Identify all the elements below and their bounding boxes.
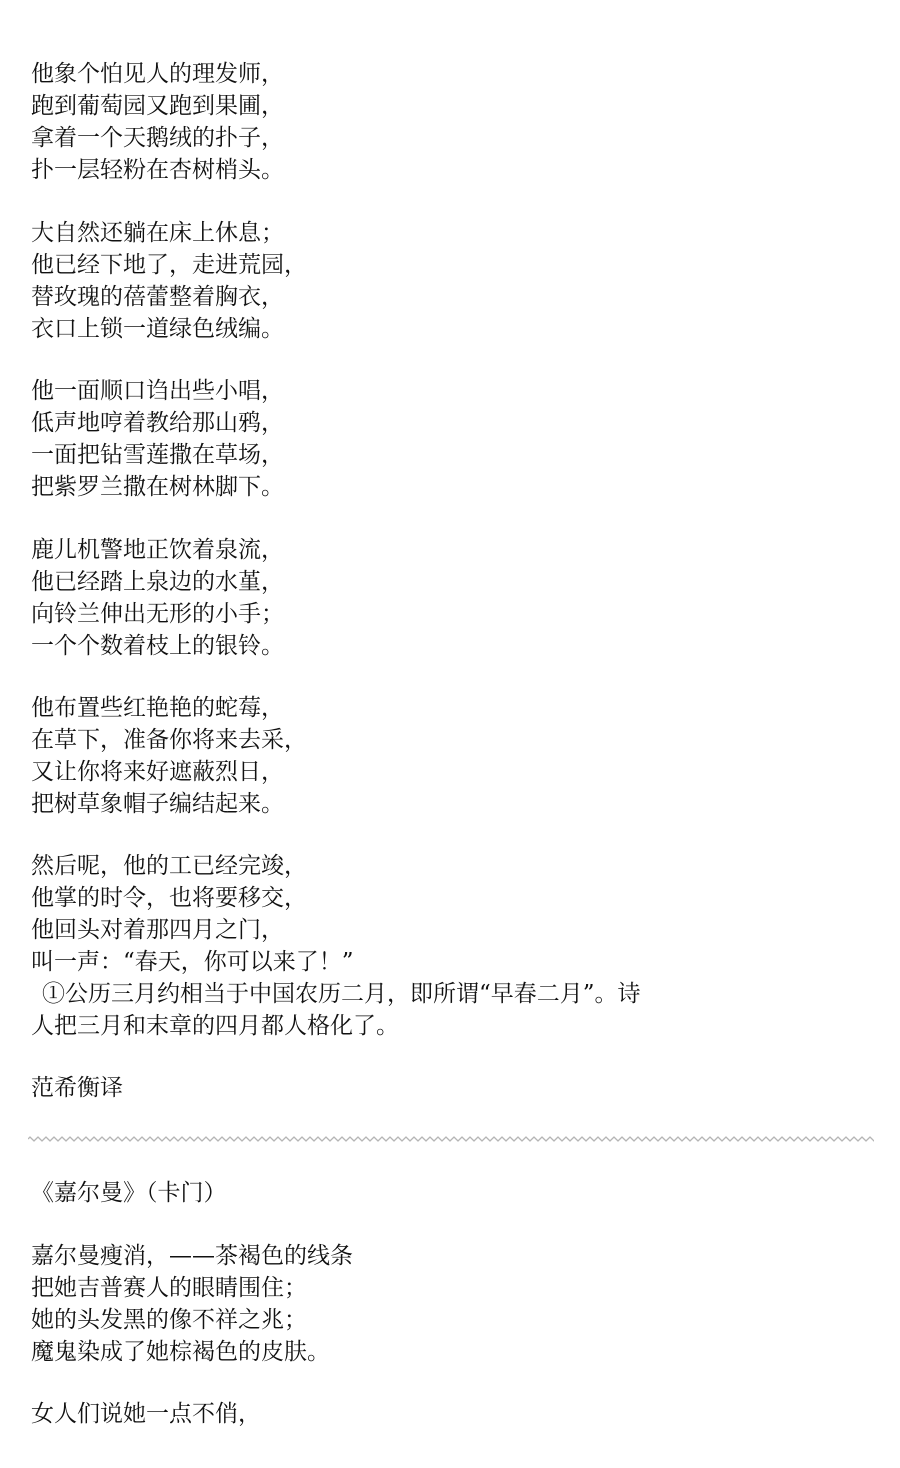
poem-line: 把紫罗兰撒在树林脚下。: [31, 474, 284, 500]
poem-line: 嘉尔曼瘦消，——茶褐色的线条: [31, 1243, 353, 1269]
poem-line: 叫一声：“春天，你可以来了！”: [31, 949, 354, 975]
poem-line: 他布置些红艳艳的蛇莓，: [31, 695, 284, 721]
poem-line: 拿着一个天鹅绒的扑子，: [31, 125, 284, 151]
poem-line: 他一面顺口诌出些小唱，: [31, 378, 284, 404]
section-divider: [28, 1136, 874, 1142]
poem-line: 他掌的时令，也将要移交，: [31, 885, 307, 911]
poem-line: 他已经下地了，走进荒园，: [31, 252, 307, 278]
poem-line: 魔鬼染成了她棕褐色的皮肤。: [31, 1339, 330, 1365]
poem-line: 大自然还躺在床上休息；: [31, 220, 284, 246]
poem-line: 衣口上锁一道绿色绒编。: [31, 316, 284, 342]
poem-line: 然后呢，他的工已经完竣，: [31, 853, 307, 879]
poem-line: 把树草象帽子编结起来。: [31, 791, 284, 817]
poem-line: 扑一层轻粉在杏树梢头。: [31, 157, 284, 183]
poem-line: 一面把钻雪莲撒在草场，: [31, 442, 284, 468]
poem-title: 《嘉尔曼》（卡门）: [31, 1180, 227, 1206]
poem-line: 替玫瑰的蓓蕾整着胸衣，: [31, 284, 284, 310]
poem-line: 他已经踏上泉边的水堇，: [31, 569, 284, 595]
poem-line: 又让你将来好遮蔽烈日，: [31, 759, 284, 785]
poem-line: 低声地哼着教给那山鸦，: [31, 410, 284, 436]
poem-line: 鹿儿机警地正饮着泉流，: [31, 537, 284, 563]
poem-line: 他回头对着那四月之门，: [31, 917, 284, 943]
poem-line: 女人们说她一点不俏，: [31, 1401, 261, 1427]
translator-credit: 范希衡译: [31, 1075, 123, 1101]
poem-line: 在草下，准备你将来去采，: [31, 727, 307, 753]
footnote-line: ①公历三月约相当于中国农历二月，即所谓“早春二月”。诗: [42, 981, 641, 1007]
poem-line: 一个个数着枝上的银铃。: [31, 633, 284, 659]
wavy-divider-line: [28, 1136, 874, 1142]
poem-line: 把她吉普赛人的眼睛围住；: [31, 1275, 307, 1301]
poem-line: 她的头发黑的像不祥之兆；: [31, 1307, 307, 1333]
poem-line: 他象个怕见人的理发师，: [31, 61, 284, 87]
poem-line: 向铃兰伸出无形的小手；: [31, 601, 284, 627]
footnote-line: 人把三月和末章的四月都人格化了。: [31, 1013, 399, 1039]
poem-line: 跑到葡萄园又跑到果圃，: [31, 93, 284, 119]
